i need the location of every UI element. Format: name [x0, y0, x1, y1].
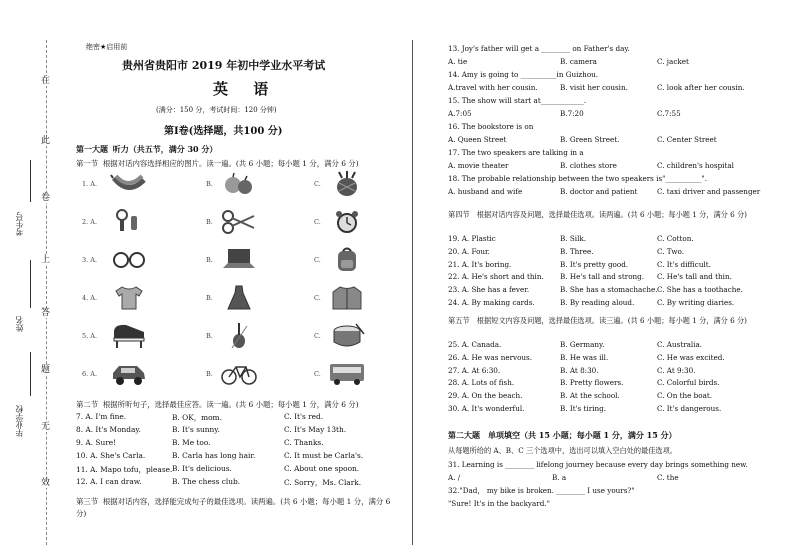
option: C. taxi driver and passenger: [657, 187, 761, 196]
student-id-line: [30, 160, 31, 202]
option-label: 5. A.: [82, 332, 98, 340]
option: B. Pretty flowers.: [560, 378, 624, 388]
name-line: [30, 260, 31, 308]
option: C.7:55: [657, 109, 681, 118]
option: A.travel with her cousin.: [448, 83, 538, 92]
option-label: B.: [206, 218, 213, 226]
part2-instruction: 从每题所给的 A、B、C 三个选项中，选出可以填入空白处的最佳选项。: [448, 446, 677, 455]
question-stem: 17. The two speakers are talking in a: [448, 148, 584, 157]
option: 24. A. By making cards.: [448, 298, 535, 307]
option-b: B. It's delicious.: [172, 464, 232, 473]
question-stem: 14. Amy is going to __________in Guizhou.: [448, 70, 599, 79]
option: B. At 8:30.: [560, 365, 599, 375]
option: B. Green Street.: [560, 135, 620, 144]
option: A. Queen Street: [448, 135, 507, 144]
binding-dashed-line: [46, 40, 47, 545]
question-option-a: 9. A. Sure!: [76, 438, 117, 447]
option: 28. A. Lots of fish.: [448, 378, 515, 388]
option: 30. A. It's wonderful.: [448, 404, 525, 413]
section1-instruction: 第一节 根据对话内容选择相应的图片。读一遍。(共 6 小题；每小题 1 分，满分 6 分): [76, 159, 359, 168]
option-c: C. About one spoon.: [284, 464, 360, 473]
section3-instruction: 第三节 根据对话内容，选择能完成句子的最佳选项。读两遍。(共 6 小题；每小题 1 分，满分 6 分): [76, 497, 391, 518]
option: C. the: [657, 473, 679, 482]
option-label: B.: [206, 370, 213, 378]
subject-title: 英 语: [213, 80, 279, 98]
option: B. It's tiring.: [560, 404, 606, 413]
option-label: C.: [314, 370, 321, 378]
keys-icon: [110, 208, 148, 234]
tshirt-icon: [110, 284, 148, 310]
option: C. He was excited.: [657, 352, 725, 362]
picture-row: [76, 322, 398, 350]
option: C. It's dangerous.: [657, 404, 722, 413]
section2-instruction: 第二节 根据所听句子，选择最佳应答。读一遍。(共 6 小题；每小题 1 分，满分 6 分): [76, 400, 359, 409]
binding-char: 效: [41, 478, 51, 488]
exam-meta: (满分：150 分，考试时间：120 分钟): [156, 106, 277, 114]
question-option-a: 8. A. It's Monday.: [76, 425, 141, 434]
apples-icon: [220, 170, 258, 196]
question-32: 32."Dad， my bike is broken. ________ I use yours?": [448, 486, 635, 495]
picture-row: [76, 284, 398, 312]
option-label: B.: [206, 332, 213, 340]
question-32-reply: "Sure! It's in the backyard.": [448, 499, 550, 508]
option: C. Center Street: [657, 135, 717, 144]
option-c: C. It's May 13th.: [284, 425, 347, 434]
option-b: B. Me too.: [172, 438, 211, 447]
option: B. She has a stomachache.: [560, 285, 658, 295]
option-label: C.: [314, 180, 321, 188]
name-label: 姓名: [15, 316, 24, 332]
exam-title: 贵州省贵阳市 2019 年初中学业水平考试: [122, 59, 326, 72]
option: 26. A. He was nervous.: [448, 352, 533, 362]
option: B. By reading aloud.: [560, 298, 635, 307]
option: 21. A. It's boring.: [448, 259, 512, 269]
option-b: B. The chess club.: [172, 477, 241, 486]
option: B. visit her cousin.: [560, 83, 628, 92]
binding-char: 题: [41, 365, 51, 375]
option: 20. A. Four.: [448, 246, 490, 256]
question-31: 31. Learning is ________ lifelong journey because every day brings something new.: [448, 460, 748, 469]
option: A. /: [448, 473, 461, 482]
question-option-a: 10. A. She's Carla.: [76, 451, 146, 460]
option: C. He's tall and thin.: [657, 272, 732, 282]
option: A. tie: [448, 57, 468, 66]
binding-char: 在: [41, 76, 51, 86]
option: B. camera: [560, 57, 597, 66]
backpack-icon: [328, 246, 366, 272]
option: B. doctor and patient: [560, 187, 638, 196]
option: B. Silk.: [560, 234, 587, 243]
binding-char: 卷: [41, 193, 51, 203]
school-label: 毕业学校: [15, 405, 24, 437]
option: C. Colorful birds.: [657, 378, 720, 388]
option-label: C.: [314, 332, 321, 340]
part1-heading: 第一大题 听力（共五节，满分 30 分）: [76, 144, 218, 154]
option: B. clothes store: [560, 161, 617, 170]
option-label: 6. A.: [82, 370, 98, 378]
option-c: C. It's red.: [284, 412, 324, 421]
part2-heading: 第二大题 单项填空（共 15 小题；每小题 1 分，满分 15 分）: [448, 430, 677, 440]
option-label: B.: [206, 294, 213, 302]
option: B. Germany.: [560, 340, 605, 349]
glasses-icon: [110, 246, 148, 272]
option-c: C. Thanks.: [284, 438, 324, 447]
jacket-icon: [328, 284, 366, 310]
option: B. He was ill.: [560, 352, 609, 362]
option: C. jacket: [657, 57, 689, 66]
alarm-clock-icon: [328, 208, 366, 234]
option-c: C. It must be Carla's.: [284, 451, 364, 460]
option: B.7:20: [560, 109, 584, 118]
option: B. a: [552, 473, 567, 482]
option-label: B.: [206, 256, 213, 264]
binding-margin: [0, 0, 78, 560]
question-stem: 15. The show will start at____________.: [448, 96, 587, 105]
option: C. She has a toothache.: [657, 285, 743, 295]
option: C. Australia.: [657, 340, 703, 349]
option-label: 1. A.: [82, 180, 98, 188]
bus-icon: [328, 360, 366, 386]
school-line: [30, 352, 31, 396]
question-stem: 18. The probable relationship between the two speakers is"__________".: [448, 174, 707, 183]
option: C. By writing diaries.: [657, 298, 735, 307]
option: A. husband and wife: [448, 187, 523, 196]
question-stem: 16. The bookstore is on: [448, 122, 534, 131]
question-option-a: 11. A. Mapo tofu，please.: [76, 465, 173, 474]
bicycle-icon: [220, 360, 258, 386]
option: B. Three.: [560, 246, 594, 256]
option-c: C. Sorry，Ms. Clark.: [284, 478, 362, 487]
option-b: B. Carla has long hair.: [172, 451, 256, 460]
option-label: 2. A.: [82, 218, 98, 226]
option: B. At the school.: [560, 391, 620, 401]
option-label: C.: [314, 218, 321, 226]
option: 22. A. He's short and thin.: [448, 272, 544, 282]
option: A. movie theater: [448, 161, 509, 170]
option-label: 3. A.: [82, 256, 98, 264]
option-label: B.: [206, 180, 213, 188]
drum-icon: [328, 322, 366, 348]
volume-title: 第Ⅰ卷(选择题，共100 分): [164, 126, 283, 137]
binding-char: 此: [41, 136, 51, 146]
option: A.7:05: [448, 109, 472, 118]
option: 23. A. She has a fever.: [448, 285, 530, 295]
pineapple-icon: [328, 170, 366, 196]
question-stem: 13. Joy's father will get a ________ on Father's day.: [448, 44, 630, 53]
option: B. It's pretty good.: [560, 259, 629, 269]
piano-icon: [110, 322, 148, 348]
option: C. At 9:30.: [657, 365, 696, 375]
option: C. Two.: [657, 246, 684, 256]
scissors-icon: [220, 208, 258, 234]
option: C. Cotton.: [657, 234, 694, 243]
option: B. He's tall and strong.: [560, 272, 645, 282]
question-option-a: 12. A. I can draw.: [76, 477, 142, 486]
option: C. On the boat.: [657, 391, 713, 401]
bananas-icon: [110, 170, 148, 196]
section5-instruction: 第五节 根据短文内容及问题，选择最佳选项。读三遍。(共 6 小题；每小题 1 分，满分 6 分): [448, 316, 747, 325]
binding-char: 无: [41, 422, 51, 432]
option: 19. A. Plastic: [448, 234, 496, 243]
binding-char: 答: [41, 308, 51, 318]
option: 27. A. At 6:30.: [448, 365, 501, 375]
option-b: B. OK，mom.: [172, 413, 222, 422]
option: 25. A. Canada.: [448, 340, 502, 349]
binding-char: 上: [41, 255, 51, 265]
picture-row: [76, 208, 398, 236]
option-label: 4. A.: [82, 294, 98, 302]
picture-row: [76, 246, 398, 274]
option: C. It's difficult.: [657, 259, 711, 269]
secret-mark: 绝密★启用前: [86, 43, 128, 51]
violin-icon: [220, 322, 258, 348]
option: 29. A. On the beach.: [448, 391, 523, 401]
laptop-icon: [220, 246, 258, 272]
option-label: C.: [314, 256, 321, 264]
student-id-label: 考生号: [15, 212, 24, 236]
picture-row: [76, 360, 398, 388]
option: C. look after her cousin.: [657, 83, 745, 92]
column-divider: [412, 40, 413, 545]
option-b: B. It's sunny.: [172, 425, 220, 434]
dress-icon: [220, 284, 258, 310]
option-label: C.: [314, 294, 321, 302]
option: C. children's hospital: [657, 161, 734, 170]
picture-row: [76, 170, 398, 198]
section4-instruction: 第四节 根据对话内容及问题，选择最佳选项。读两遍。(共 6 小题；每小题 1 分，满分 6 分): [448, 210, 747, 219]
car-icon: [110, 360, 148, 386]
question-option-a: 7. A. I'm fine.: [76, 412, 127, 421]
